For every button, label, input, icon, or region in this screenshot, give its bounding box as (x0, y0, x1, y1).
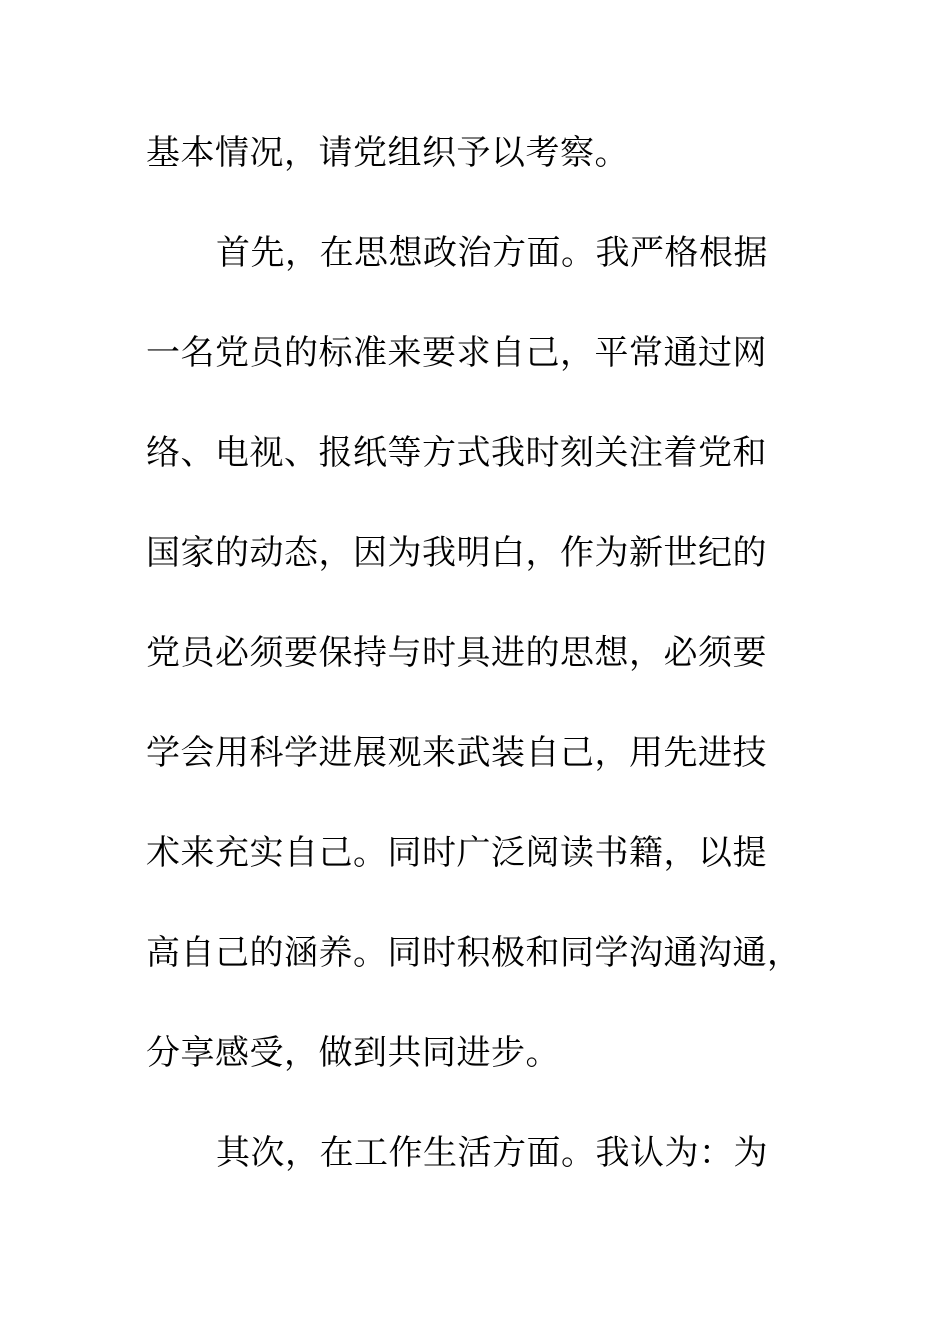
text-line-3: 一名党员的标准来要求自己，平常通过网 (146, 333, 767, 373)
body-text (146, 128, 866, 1228)
text-line-10: 分享感受，做到共同进步。 (146, 1033, 560, 1073)
text-line-9: 高自己的涵养。同时积极和同学沟通沟通， (146, 933, 802, 973)
text-line-4: 络、电视、报纸等方式我时刻关注着党和 (146, 433, 767, 473)
text-line-1: 基本情况，请党组织予以考察。 (146, 133, 629, 173)
paragraph-start-line-11: 其次，在工作生活方面。我认为：为 (216, 1133, 768, 1173)
text-line-7: 学会用科学进展观来武装自己，用先进技 (146, 733, 767, 773)
paragraph-start-line-2: 首先，在思想政治方面。我严格根据 (216, 233, 768, 273)
text-line-5: 国家的动态，因为我明白，作为新世纪的 (146, 533, 767, 573)
text-line-8: 术来充实自己。同时广泛阅读书籍，以提 (146, 833, 767, 873)
text-line-6: 党员必须要保持与时具进的思想，必须要 (146, 633, 767, 673)
